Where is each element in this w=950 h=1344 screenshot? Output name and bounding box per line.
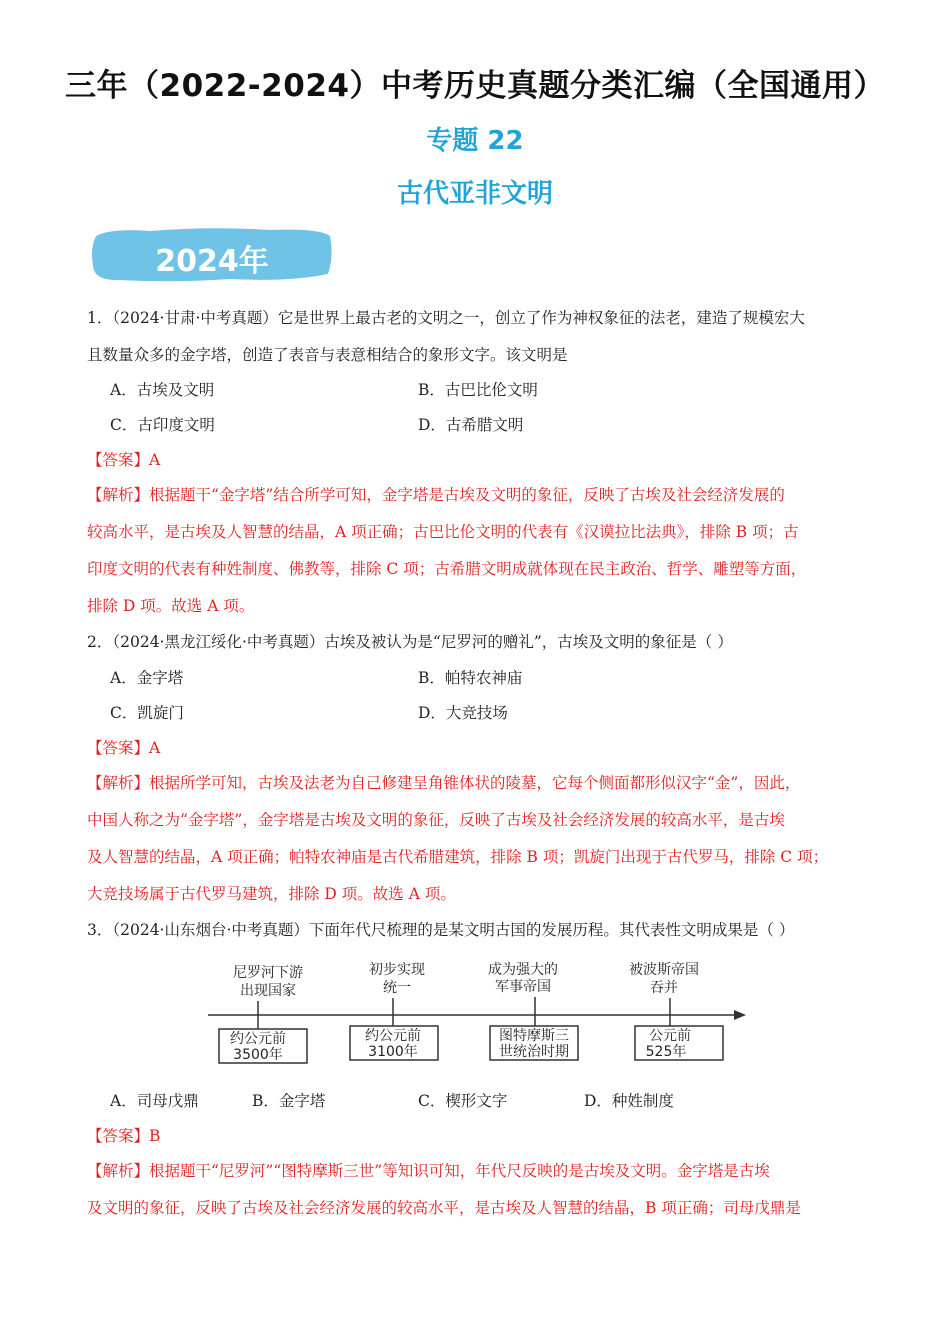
document-title: 三年（2022-2024）中考历史真题分类汇编（全国通用）	[65, 68, 885, 104]
q1-option-a: A．古埃及文明	[110, 381, 215, 399]
q3-analysis-line-2: 及文明的象征，反映了古埃及社会经济发展的较高水平，是古埃及人智慧的结晶，B 项正确；司母戊鼎是	[87, 1199, 801, 1217]
topic-number: 专题 22	[426, 126, 524, 156]
topic-subject: 古代亚非文明	[396, 179, 553, 209]
q2-option-a: A．金字塔	[110, 669, 184, 687]
timeline-date-2-line-2: 3100年	[368, 1044, 418, 1060]
timeline-event-1-line-2: 出现国家	[240, 983, 296, 999]
timeline-arrow-icon	[734, 1010, 746, 1020]
q2-analysis-line-4: 大竞技场属于古代罗马建筑，排除 D 项。故选 A 项。	[87, 885, 456, 903]
q2-analysis-line-3: 及人智慧的结晶，A 项正确；帕特农神庙是古代希腊建筑，排除 B 项；凯旋门出现于古代罗马，排除 C 项；	[87, 848, 829, 866]
q1-analysis-line-1: 【解析】根据题干“金字塔”结合所学可知，金字塔是古埃及文明的象征，反映了古埃及社会经济发展的	[87, 486, 785, 504]
timeline-date-3-line-1: 图特摩斯三	[499, 1028, 569, 1044]
q1-analysis-line-3: 印度文明的代表有种姓制度、佛教等，排除 C 项；古希腊文明成就体现在民主政治、哲学、雕塑等方面，	[87, 560, 807, 578]
q2-answer: 【答案】A	[87, 739, 161, 757]
timeline-diagram	[200, 955, 760, 1070]
q3-analysis-line-1: 【解析】根据题干“尼罗河”“图特摩斯三世”等知识可知，年代尺反映的是古埃及文明。金字塔是古埃	[87, 1162, 770, 1180]
q3-option-b: B．金字塔	[252, 1092, 326, 1110]
year-badge-label: 2024年	[155, 244, 269, 279]
q1-analysis-line-4: 排除 D 项。故选 A 项。	[87, 597, 255, 615]
year-badge	[90, 226, 334, 284]
q2-option-b: B．帕特农神庙	[418, 669, 523, 687]
q1-answer: 【答案】A	[87, 451, 161, 469]
timeline-date-1-line-1: 约公元前	[230, 1031, 286, 1047]
q1-stem-line-2: 且数量众多的金字塔，创造了表音与表意相结合的象形文字。该文明是	[87, 346, 568, 364]
q2-option-c: C．凯旋门	[110, 704, 184, 722]
q1-analysis-line-2: 较高水平，是古埃及人智慧的结晶，A 项正确；古巴比伦文明的代表有《汉谟拉比法典》，排除 B 项；古	[87, 523, 799, 541]
q2-analysis-line-1: 【解析】根据所学可知，古埃及法老为自己修建呈角锥体状的陵墓，它每个侧面都形似汉字“金”，因此，	[87, 774, 801, 792]
timeline-date-2-line-1: 约公元前	[365, 1028, 421, 1044]
timeline-date-3-line-2: 世统治时期	[499, 1044, 569, 1060]
q1-stem-line-1: 1．（2024·甘肃·中考真题）它是世界上最古老的文明之一，创立了作为神权象征的法老，建造了规模宏大	[87, 309, 805, 327]
q2-analysis-line-2: 中国人称之为“金字塔”，金字塔是古埃及文明的象征，反映了古埃及社会经济发展的较高水平，是古埃	[87, 811, 785, 829]
timeline-event-2-line-2: 统一	[383, 980, 411, 996]
q3-option-a: A．司母戊鼎	[110, 1092, 199, 1110]
timeline-date-1-line-2: 3500年	[233, 1047, 283, 1063]
q3-stem-line-1: 3．（2024·山东烟台·中考真题）下面年代尺梳理的是某文明古国的发展历程。其代表性文明成果是（ ）	[87, 921, 795, 939]
timeline-event-4-line-1: 被波斯帝国	[629, 962, 699, 978]
q1-option-b: B．古巴比伦文明	[418, 381, 538, 399]
timeline-event-1-line-1: 尼罗河下游	[233, 965, 303, 981]
timeline-event-2-line-1: 初步实现	[369, 962, 425, 978]
q3-option-c: C．楔形文字	[418, 1092, 508, 1110]
timeline-date-4-line-2: 525年	[645, 1044, 687, 1060]
timeline-event-3-line-2: 军事帝国	[495, 979, 551, 995]
q2-stem-line-1: 2．（2024·黑龙江绥化·中考真题）古埃及被认为是“尼罗河的赠礼”，古埃及文明的象征是（ ）	[87, 633, 733, 651]
q3-option-d: D．种姓制度	[584, 1092, 674, 1110]
timeline-event-3-line-1: 成为强大的	[488, 962, 558, 978]
timeline-event-4-line-2: 吞并	[650, 980, 678, 996]
q1-option-c: C．古印度文明	[110, 416, 215, 434]
q1-option-d: D．古希腊文明	[418, 416, 524, 434]
q2-option-d: D．大竞技场	[418, 704, 508, 722]
timeline-date-4-line-1: 公元前	[649, 1028, 691, 1044]
q3-answer: 【答案】B	[87, 1127, 161, 1145]
